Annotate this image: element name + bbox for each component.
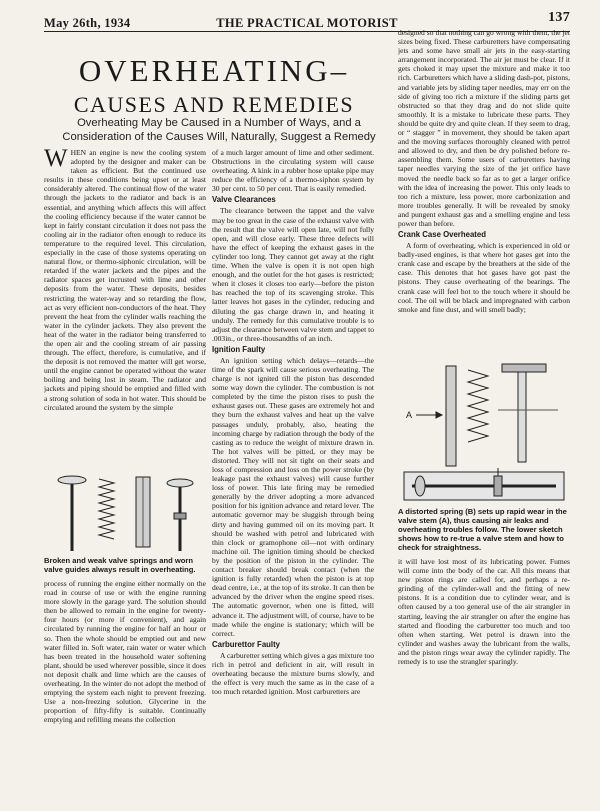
valve-spring-illustration <box>44 473 206 555</box>
page-number: 137 <box>548 10 570 25</box>
valve-stem-drawing <box>398 360 570 504</box>
publication-title: THE PRACTICAL MOTORIST <box>216 16 398 30</box>
page-header <box>44 10 570 30</box>
paragraph: An ignition setting which delays—retards—the time of the spark will cause serious overheating. The charge is not ignited till the piston has descended some way down the cylinder. The combustion is not completed by the time the piston rises to push the exhaust gases out. These gases are extremely hot and they burn the exhaust valves and heat up the valve passages unduly, probably, also, heating the incoming charge by radiation through the body of the casting as to reduce the weight of mixture drawn in. The hot valves will be pitted, or they may be distorted. They will not sit tight on their seats and loss of compression and loss on the power stroke (by leakage past the exhaust valves) will cause further loss of power. This late firing may be remedied generally by the driver adopting a more advanced position for his ignition advance and retard lever. The automatic governor may be sluggish through being dirty and having gummed oil on its moving part. It should be washed with petrol and lubricated with thin clock or gramophone oil—not with ordinary machine oil. The ignition timing should be checked by the position of the piston in the cylinder. The contact breaker should break contact (when the ignition is fully retarded) when the piston is at top dead centre, i.e., at the top of its stroke. It can then be advanced by the driver when the engine speed rises. The automatic governor, when one is fitted, will advance it. The adjustment will, of course, have to be made while the engine is stationary; which will be correct. <box>212 355 374 638</box>
paragraph: of a much larger amount of lime and other sediment. Obstructions in the circulating system will cause overheating. A kink in a rubber hose uptake pipe may reduce the efficiency of a thermo-siphon system by 30 per cent. to 50 per cent. That is easily remedied. <box>212 148 374 194</box>
issue-date: May 26th, 1934 <box>44 16 131 30</box>
section-heading: Ignition Faulty <box>212 344 266 354</box>
valve-stem-illustration <box>398 360 570 504</box>
article-title: OVERHEATING– <box>78 53 350 88</box>
figure-caption: Broken and weak valve springs and worn valve guides always result in overheating. <box>44 556 196 574</box>
figure-caption: A distorted spring (B) sets up rapid wear in the valve stem (A), thus causing air leaks and overheating troubles follow. The lower sketch shows how to re-true a valve stem and how to check for straightness. <box>398 507 567 552</box>
column-3-bottom <box>398 557 570 809</box>
section-heading: Carburettor Faulty <box>212 639 281 649</box>
column-3-top <box>398 28 570 356</box>
paragraph: A form of overheating, which is experienced in old or badly-used engines, is that where hot gases get into the crank case and escape by the breathers at the side of the case. This denotes that hot gases have got past the pistons. They cause overheating of the bearings. The crank case will feel hot to the touch where it should be cool. The oil will be black and impregnated with carbon smoke and fine dust, and will smell badly; <box>398 241 570 314</box>
label-a: A <box>406 410 413 420</box>
article-subtitle: Overheating May be Caused in a Number of Ways, and a Consideration of the Causes Will, Naturally, Suggest a Remedy <box>62 117 376 143</box>
valve-spring-drawing <box>44 473 206 555</box>
paragraph <box>44 148 206 412</box>
column-1-bottom <box>44 579 206 809</box>
paragraph: A carburetter setting which gives a gas mixture too rich in petrol and deficient in air, will result in overheating because the mixture burns slowly, and the effect is very much the same as in the case of a too much retarded ignition. Most carburetters are <box>212 650 374 697</box>
paragraph: it will have lost most of its lubricating power. Fumes will come into the body of the car. All this means that new piston rings are called for, and perhaps a re-grinding of the cylinder-wall and the fitting of new pistons. It is a condition due to cylinder wear, and is often caused by a too general use of the air strangler in starting, leaving the air strangler on after the engine has started and flooding the carburetter too much and too often when starting. Wet petrol is drawn into the cylinder and washes away the lubricant from the walls, and the piston rings wear away the cylinder rapidly. The remedy is to use the strangler sparingly. <box>398 557 570 667</box>
paragraph: designed so that nothing can go wrong with them, the jet sizes being fixed. These carburetters have compensating jets and some have small air jets in the easy-starting arrangement incorporated. The air jet must be clear. If it gets choked it may upset the mixture and make it too rich. Carburetters which have a sliding dash-pot, pistons, and variable jets by sliding taper needles, may err on the side of giving too rich a mixture if the sliding parts get obstructed so that they drag and do not slide quite smoothly. It is a mistake to lubricate these parts. They should be quite dry and quite clean. If they seem to drag, or “ stagger ” in movement, they should be taken apart and the moving surfaces thoroughly cleaned with petrol and allowed to dry, and then be dry polished before re-assembling them. Some users of carburetters having taper needles varying the size of the jet orifice have moved the needle back so far as to get a larger orifice with the idea of increasing the power. This only leads to too rich a mixture, less power, more carbonization and more troubles generally. It will be revealed by smoky and pungent exhaust gas and a smelling engine and less power than before. <box>398 28 570 228</box>
paragraph: process of running the engine either normally on the road in course of use or with the engine running more slowly in the garage yard. The solution should then be allowed to remain in the engine for twenty-four hours (or more if convenient), and again circulated by running the engine for half an hour or so. Then the whole should be emptied out and new water filled in. Soft water, rain water or water which has been treated in the household water softening plant, should be used wherever possible, since it does not deposit chalk and lime which are the causes of overheating. In the winter do not adopt the method of emptying the system each night to prevent freezing. Use a non-freezing solution. Glycerine in the proportion of fifty-fifty is suitable. Continually emptying and refilling means the collection <box>44 579 206 725</box>
section-heading: Valve Clearances <box>212 195 276 205</box>
paragraph-text: HEN an engine is new the cooling system adopted by the designer and maker can be taken as efficient. But the continued use results in these conditions being upset or at least considerably altered. The continual flow of the water through the jackets to the radiator and back is an essential, and anything which affects this will affect the cooling efficiency because if the water cannot be kept in fairly constant circulation it does not pass the cooling air in the radiator often enough to reduce its temperature to the required level. This circulation, especially in the case of those systems operating on natural flow, or thermo-siphonic circulation, will be retarded if the water jackets and the pipes and the radiator spaces get incrusted with lime and other deposits from the water. These deposits, besides restricting the water-way and so retarding the flow, act as very efficient non-conductors of the heat. They prevent the heat from the cylinder walls reaching the water in the cylinder jackets. They also prevent the heat of the water in the radiator being transferred to the open air and the cooling stream of air passing through. The effect, therefore, is cumulative, and if the deposit is not removed the matter will get worse, until the engine cannot be operated without the water boiling and being lost in steam. The radiator and jackets and piping should be emptied and filled with a strong solution of soda in hot water. This should be circulated around the system by the simple <box>44 148 206 412</box>
column-2 <box>212 148 374 810</box>
article-title-line2: CAUSES AND REMEDIES <box>73 92 355 117</box>
paragraph: The clearance between the tappet and the valve may be too great in the case of the exhaust valve with the result that the valve will open late, will not fully open, and will close early. These three defects will have the effect of keeping the exhaust gases in the cylinder too long. They cannot get away at the right time. When the valve is open it is not open high enough, and the outlet for the hot gases is restricted; when it closes it closes too early—before the piston has reached the top of its scavenging stroke. This latter leaves hot gases in the cylinder, reducing and diluting the gas charge drawn in, and heating it unduly. The remedy for this cumulative trouble is to adjust the clearance between valve stem and tappet to .003in., or three-thousandths of an inch. <box>212 206 374 343</box>
column-1-top <box>44 148 206 470</box>
section-heading: Crank Case Overheated <box>398 230 486 240</box>
drop-cap: W <box>44 148 68 172</box>
